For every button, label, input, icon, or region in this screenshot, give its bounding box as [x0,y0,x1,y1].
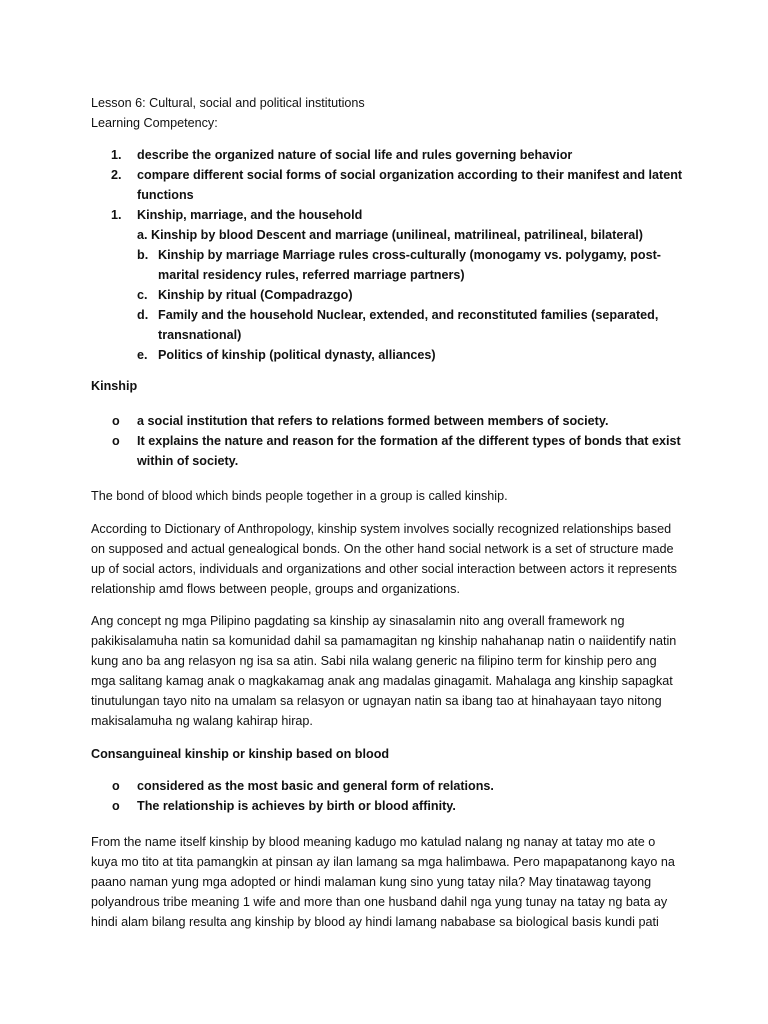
lesson-title: Lesson 6: Cultural, social and political institutions [91,96,365,110]
bullet-marker: o [112,434,120,448]
bullet-text: It explains the nature and reason for the formation af the different types of bonds that exist within of society. [137,434,681,468]
subtopic-letter: b. [137,248,149,262]
bullet-text: The relationship is achieves by birth or blood affinity. [137,799,456,813]
objective-text: describe the organized nature of social life and rules governing behavior [137,148,573,162]
bullet-text: a social institution that refers to relations formed between members of society. [137,414,609,428]
subtopic-text: Kinship by marriage Marriage rules cross-culturally (monogamy vs. polygamy, post-marital residency rules, referred marriage partners) [158,248,661,282]
kinship-heading: Kinship [91,379,138,393]
bullet-marker: o [112,799,120,813]
topic-item [91,205,691,225]
paragraph-dictionary: According to Dictionary of Anthropology, kinship system involves socially recognized relationships based on supposed and actual genealogical bonds. On the other hand social network is a set of structure made up of social actors, individuals and organizations and other social interaction between actors it represents relationship amd flows between people, groups and organizations. [91,522,677,596]
bullet-marker: o [112,779,120,793]
bullet-item [91,796,691,816]
subtopic-letter: c. [137,288,148,302]
objectives-list [91,145,691,365]
subtopic-a: a. Kinship by blood Descent and marriage (unilineal, matrilineal, patrilineal, bilateral) [137,228,643,242]
bullet-item [91,411,691,431]
subtopic-item [91,285,691,305]
bullet-text: considered as the most basic and general form of relations. [137,779,494,793]
subtopic-item [91,305,691,345]
subtopic-text: Kinship by ritual (Compadrazgo) [158,288,353,302]
objective-item [91,165,691,205]
competency-label: Learning Competency: [91,116,218,130]
subtopic-letter: e. [137,348,148,362]
subtopic-text: Family and the household Nuclear, extended, and reconstituted families (separated, transnational) [158,308,659,342]
lesson-header [91,93,691,133]
item-number: 2. [111,168,122,182]
paragraph-bond: The bond of blood which binds people together in a group is called kinship. [91,489,508,503]
paragraph-filipino: Ang concept ng mga Pilipino pagdating sa kinship ay sinasalamin nito ang overall framework ng pakikisalamuha natin sa komunidad dahil sa pamamagitan ng kinship nahahanap natin o naiidentify natin kung ano ba ang relasyon ng isa sa atin. Sabi nila walang generic na filipino term for kinship pero ang mga salitang kamag anak o magkakamag anak ang madalas ginagamit. Mahalaga ang kinship sapagkat tinutulungan tayo nito na umalam sa relasyon or ugnayan natin sa ibang tao at hinahayaan tayo nitong makisalamuha ng walang kahirap hirap. [91,614,677,728]
item-number: 1. [111,208,122,222]
objective-text: compare different social forms of social organization according to their manifest and latent functions [137,168,683,202]
subtopic-text: Politics of kinship (political dynasty, alliances) [158,348,436,362]
bullet-item [91,431,691,471]
subtopic-item [91,245,691,285]
bullet-marker: o [112,414,120,428]
topic-text: Kinship, marriage, and the household [137,208,363,222]
objective-item [91,145,691,165]
paragraph-name: From the name itself kinship by blood meaning kadugo mo katulad nalang ng nanay at tatay mo ate o kuya mo tito at tita pamangkin at pinsan ay ilan lamang sa mga halimbawa. Pero mapapatanong kayo na paano naman yung mga adopted or hindi malaman kung sino yung tatay nila? May tinatawag tayong polyandrous tribe meaning 1 wife and more than one husband dahil nga yung tunay na tatay ng bata ay hindi alam bilang resulta ang kinship by blood ay hindi lamang nababase sa biological basis kundi pati [91,835,675,929]
subtopic-item [91,345,691,365]
kinship-bullets [91,411,691,471]
bullet-item [91,776,691,796]
consanguineal-heading: Consanguineal kinship or kinship based on blood [91,747,390,761]
item-number: 1. [111,148,122,162]
subtopic-letter: d. [137,308,149,322]
consanguineal-bullets [91,776,691,816]
